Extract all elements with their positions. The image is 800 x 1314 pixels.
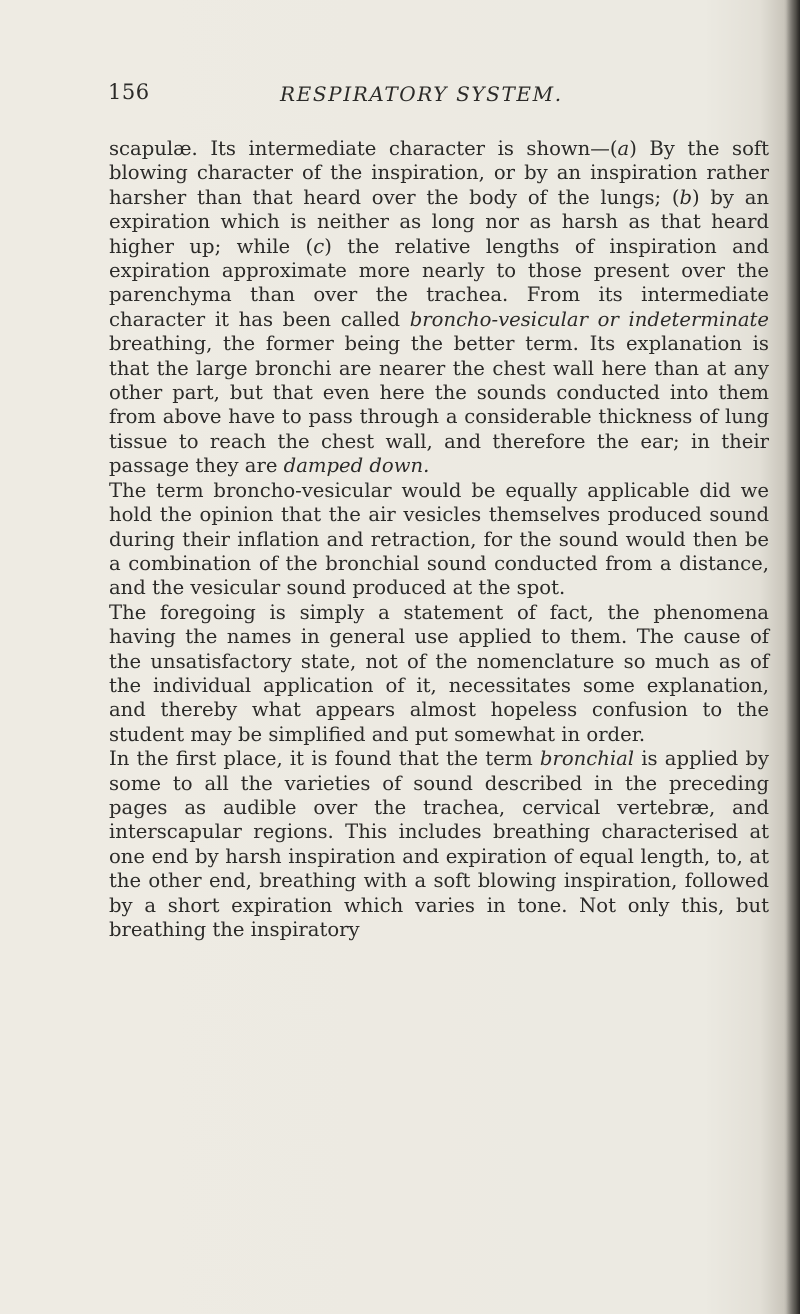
paragraph-2: The term broncho-vesicular would be equally applicable did we hold the opinion that the air vesicles themselves produced sound during their inflation and retraction, for the sound would then be a combination of the bronchial sound conducted from a distance, and the vesicular sound produced at the spot. — [109, 478, 769, 600]
italic-term: bronchial — [539, 747, 635, 771]
page-number: 156 — [108, 80, 150, 104]
enum-marker: b — [679, 185, 693, 209]
italic-term: broncho-vesicular — [409, 307, 588, 331]
italic-term: or indeterminate — [597, 307, 769, 331]
paragraph-4 — [109, 747, 769, 942]
page-header — [108, 80, 768, 110]
page-edge-shadow — [786, 0, 800, 1314]
text-run: breathing, the former being the better term. Its explanation is that the large bronchi are nearer the chest wall here than at any other part, but that even here the sounds conducted into them from above have to pass through a considerable thickness of lung tissue to reach the chest wall, and therefore the ear; in their passage they are — [109, 332, 769, 478]
enum-marker: a — [617, 137, 630, 160]
running-head: RESPIRATORY SYSTEM. — [280, 82, 563, 106]
paragraph-3: The foregoing is simply a statement of fact, the phenomena having the names in general use applied to them. The cause of the unsatisfactory state, not of the nomenclature so much as of the individual application of it, necessitates some explanation, and thereby what appears almost hopeless confusion to the student may be simplified and put somewhat in order. — [109, 600, 769, 746]
text-run: In the first place, it is found that the term — [109, 747, 540, 771]
text-run: scapulæ. Its intermediate character is shown—( — [109, 137, 618, 160]
body-text — [109, 137, 769, 942]
enum-marker: c — [313, 234, 325, 258]
text-run: ) the relative lengths of inspiration and expiration approximate more nearly to those present over the parenchyma than over the trachea. From its intermediate character it has been called — [109, 234, 770, 331]
paragraph-1 — [109, 137, 769, 479]
italic-term: damped down. — [283, 454, 430, 478]
text-run: ) By the soft blowing character of the inspiration, or by an inspiration rather harsher than that heard over the body of the lungs; ( — [109, 137, 769, 209]
text-run: is applied by some to all the varieties of sound described in the preceding pages as audible over the trachea, cervical vertebræ, and interscapular regions. This includes breathing characterised at one end by harsh inspiration and expiration of equal length, to, at the other end, breathing with a soft blowing inspiration, followed by a short expiration which varies in tone. Not only this, but breathing the inspiratory — [109, 747, 770, 941]
text-run: ) by an expiration which is neither as long nor as harsh as that heard higher up; while ( — [109, 185, 770, 258]
text-run — [588, 308, 598, 331]
